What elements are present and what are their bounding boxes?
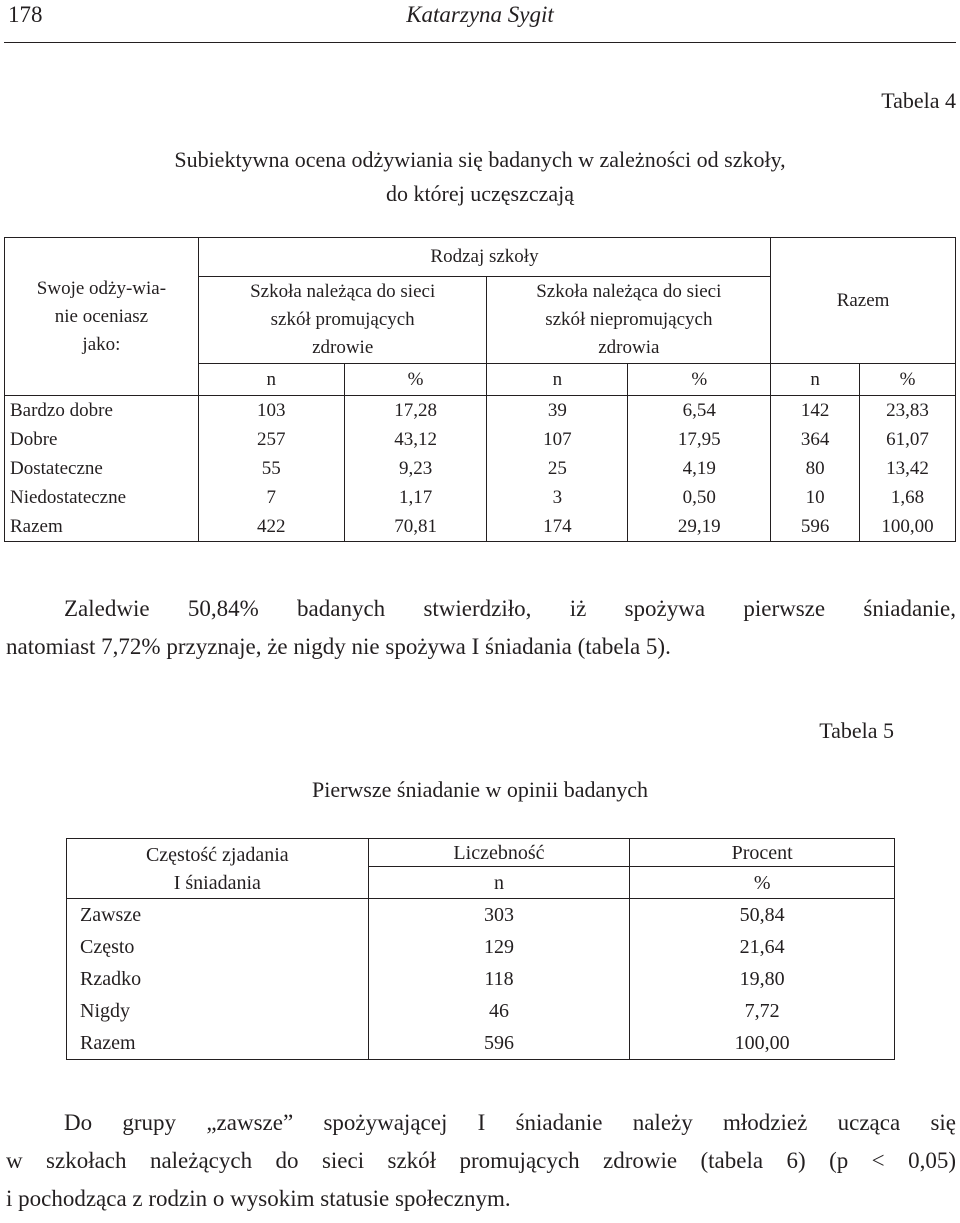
cell: 9,23 [344, 454, 487, 483]
cell: 596 [771, 512, 860, 542]
table4-subheader: % [344, 364, 487, 396]
col2-header-line2: szkół niepromujących [545, 309, 713, 330]
table4-subheader: n [198, 364, 344, 396]
cell: 13,42 [860, 454, 956, 483]
cell: 596 [368, 1027, 630, 1060]
table4-subheader: % [860, 364, 956, 396]
table4-title-line2: do której uczęszczają [385, 181, 575, 206]
table4-title [0, 143, 960, 211]
col2-header-line1: Szkoła należąca do sieci [536, 281, 722, 302]
row-label: Rzadko [67, 963, 369, 995]
cell: 43,12 [344, 425, 487, 454]
row-label: Nigdy [67, 995, 369, 1027]
paragraph-1-line1: Zaledwie 50,84% badanych stwierdziło, iż spożywa pierwsze śniadanie, [64, 596, 956, 621]
cell: 19,80 [630, 963, 895, 995]
col1-header-line3: zdrowie [312, 337, 374, 358]
table4-title-line1: Subiektywna ocena odżywiania się badanych w zależności od szkoły, [174, 147, 786, 172]
cell: 103 [198, 396, 344, 426]
cell: 80 [771, 454, 860, 483]
cell: 25 [487, 454, 628, 483]
row-label: Razem [67, 1027, 369, 1060]
row-label: Razem [5, 512, 199, 542]
cell: 70,81 [344, 512, 487, 542]
table-row [67, 1027, 895, 1060]
table4 [4, 237, 956, 542]
row-header-line1: Swoje odży-wia- [36, 277, 167, 299]
paragraph-2-line1: Do grupy „zawsze” spożywającej I śniadanie należy młodzież ucząca się [64, 1110, 956, 1135]
cell: 100,00 [630, 1027, 895, 1060]
table5-subheader: % [630, 867, 895, 899]
row-label: Niedostateczne [5, 483, 199, 512]
cell: 17,28 [344, 396, 487, 426]
cell: 50,84 [630, 899, 895, 932]
col1-header-line2: szkół promujących [270, 309, 415, 330]
table4-col3-header: Razem [771, 238, 956, 364]
cell: 61,07 [860, 425, 956, 454]
table-row [5, 483, 956, 512]
cell: 10 [771, 483, 860, 512]
cell: 0,50 [628, 483, 771, 512]
row-header-line2: I śniadania [173, 871, 261, 894]
cell: 46 [368, 995, 630, 1027]
table-row [5, 396, 956, 426]
table-row [5, 454, 956, 483]
row-label: Często [67, 931, 369, 963]
paragraph-2 [6, 1104, 956, 1218]
table-row [67, 995, 895, 1027]
table-row [67, 899, 895, 932]
cell: 4,19 [628, 454, 771, 483]
table5-col2-header: Procent [630, 839, 895, 867]
table5-row-header [67, 839, 369, 899]
cell: 1,17 [344, 483, 487, 512]
cell: 3 [487, 483, 628, 512]
header-rule [4, 42, 956, 43]
table5-title: Pierwsze śniadanie w opinii badanych [311, 777, 648, 802]
paragraph-1-line2: natomiast 7,72% przyznaje, że nigdy nie spożywa I śniadania (tabela 5). [6, 634, 671, 659]
table4-subheader: % [628, 364, 771, 396]
table5 [66, 838, 895, 1060]
cell: 257 [198, 425, 344, 454]
cell: 107 [487, 425, 628, 454]
paragraph-2-line3: i pochodząca z rodzin o wysokim statusie społecznym. [6, 1186, 511, 1211]
table4-group-header: Rodzaj szkoły [198, 238, 770, 277]
cell: 23,83 [860, 396, 956, 426]
row-header-line2: nie oceniasz [54, 305, 149, 327]
cell: 17,95 [628, 425, 771, 454]
table4-col1-header [198, 277, 487, 364]
running-header-author: Katarzyna Sygit [406, 2, 554, 27]
table5-col1-header: Liczebność [368, 839, 630, 867]
col1-header-line1: Szkoła należąca do sieci [250, 281, 436, 302]
row-header-line1: Częstość zjadania [145, 843, 289, 866]
table4-col2-header [487, 277, 771, 364]
row-header-line3: jako: [82, 333, 121, 355]
cell: 7,72 [630, 995, 895, 1027]
cell: 39 [487, 396, 628, 426]
table-row [67, 931, 895, 963]
cell: 129 [368, 931, 630, 963]
table5-subheader: n [368, 867, 630, 899]
cell: 29,19 [628, 512, 771, 542]
row-label: Bardzo dobre [5, 396, 199, 426]
row-label: Dostateczne [5, 454, 199, 483]
page-number: 178 [8, 2, 43, 27]
cell: 1,68 [860, 483, 956, 512]
table4-subheader: n [771, 364, 860, 396]
cell: 142 [771, 396, 860, 426]
row-label: Dobre [5, 425, 199, 454]
cell: 7 [198, 483, 344, 512]
table-row [5, 512, 956, 542]
cell: 55 [198, 454, 344, 483]
table5-label: Tabela 5 [819, 718, 894, 743]
cell: 174 [487, 512, 628, 542]
cell: 422 [198, 512, 344, 542]
cell: 6,54 [628, 396, 771, 426]
table4-subheader: n [487, 364, 628, 396]
table-row [5, 425, 956, 454]
row-label: Zawsze [67, 899, 369, 932]
paragraph-2-line2: w szkołach należących do sieci szkół promujących zdrowie (tabela 6) (p < 0,05) [6, 1148, 956, 1173]
col2-header-line3: zdrowia [598, 337, 660, 358]
cell: 21,64 [630, 931, 895, 963]
cell: 364 [771, 425, 860, 454]
table-row [67, 963, 895, 995]
table4-label: Tabela 4 [881, 88, 956, 113]
cell: 100,00 [860, 512, 956, 542]
table4-row-header [5, 238, 199, 396]
cell: 118 [368, 963, 630, 995]
cell: 303 [368, 899, 630, 932]
paragraph-1 [6, 590, 956, 666]
